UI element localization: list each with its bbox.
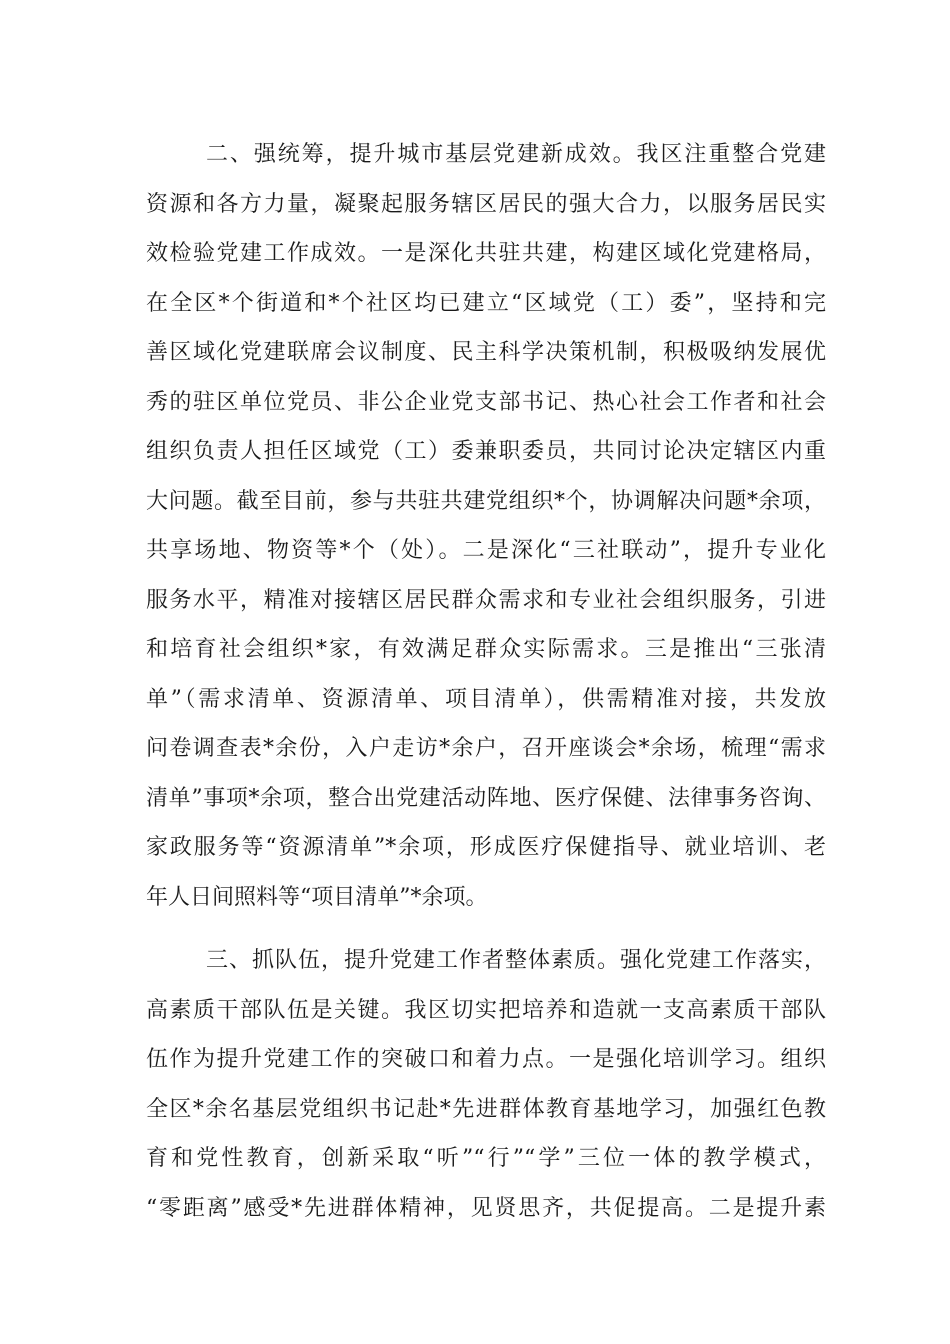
- paragraph-line: 高素质干部队伍是关键。我区切实把培养和造就一支高素质干部队: [146, 997, 826, 1023]
- paragraph-line: 育和党性教育，创新采取“听”“行”“学”三位一体的教学模式，: [146, 1146, 826, 1171]
- paragraph-line: 大问题。截至目前，参与共驻共建党组织*个，协调解决问题*余项，: [146, 488, 826, 514]
- document-body: [146, 136, 826, 1239]
- paragraph-line: 清单”事项*余项，整合出党建活动阵地、医疗保健、法律事务咨询、: [146, 785, 826, 811]
- paragraph-line: 资源和各方力量，凝聚起服务辖区居民的强大合力，以服务居民实: [146, 191, 826, 217]
- paragraph-line: 共享场地、物资等*个（处）。二是深化“三社联动”，提升专业化: [146, 538, 826, 563]
- paragraph-line: 在全区*个街道和*个社区均已建立“区域党（工）委”，坚持和完: [146, 290, 826, 316]
- paragraph-line: 服务水平，精准对接辖区居民群众需求和专业社会组织服务，引进: [146, 587, 826, 613]
- paragraph-line: “零距离”感受*先进群体精神，见贤思齐，共促提高。二是提升素: [146, 1195, 826, 1221]
- paragraph-line: 和培育社会组织*家，有效满足群众实际需求。三是推出“三张清: [146, 637, 826, 662]
- paragraph-line: 二、强统筹，提升城市基层党建新成效。我区注重整合党建: [206, 142, 826, 167]
- paragraph-spacer: [146, 928, 826, 942]
- paragraph-line: 家政服务等“资源清单”*余项，形成医疗保健指导、就业培训、老: [146, 835, 826, 860]
- paragraph-line: 年人日间照料等“项目清单”*余项。: [146, 884, 488, 910]
- paragraph-line: 秀的驻区单位党员、非公企业党支部书记、热心社会工作者和社会: [146, 389, 826, 415]
- paragraph-strengthen-coordination: [146, 136, 826, 928]
- paragraph-line: 效检验党建工作成效。一是深化共驻共建，构建区域化党建格局，: [146, 241, 826, 266]
- paragraph-line: 组织负责人担任区域党（工）委兼职委员，共同讨论决定辖区内重: [146, 439, 826, 464]
- paragraph-line: 全区*余名基层党组织书记赴*先进群体教育基地学习，加强红色教: [146, 1096, 826, 1122]
- paragraph-line: 三、抓队伍，提升党建工作者整体素质。强化党建工作落实，: [206, 948, 826, 973]
- paragraph-line: 善区域化党建联席会议制度、民主科学决策机制，积极吸纳发展优: [146, 340, 826, 365]
- paragraph-line: 单”（需求清单、资源清单、项目清单），供需精准对接，共发放: [146, 686, 826, 712]
- paragraph-build-team: [146, 942, 826, 1239]
- paragraph-line: 伍作为提升党建工作的突破口和着力点。一是强化培训学习。组织: [146, 1047, 826, 1072]
- paragraph-line: 问卷调查表*余份，入户走访*余户，召开座谈会*余场，梳理“需求: [146, 736, 826, 761]
